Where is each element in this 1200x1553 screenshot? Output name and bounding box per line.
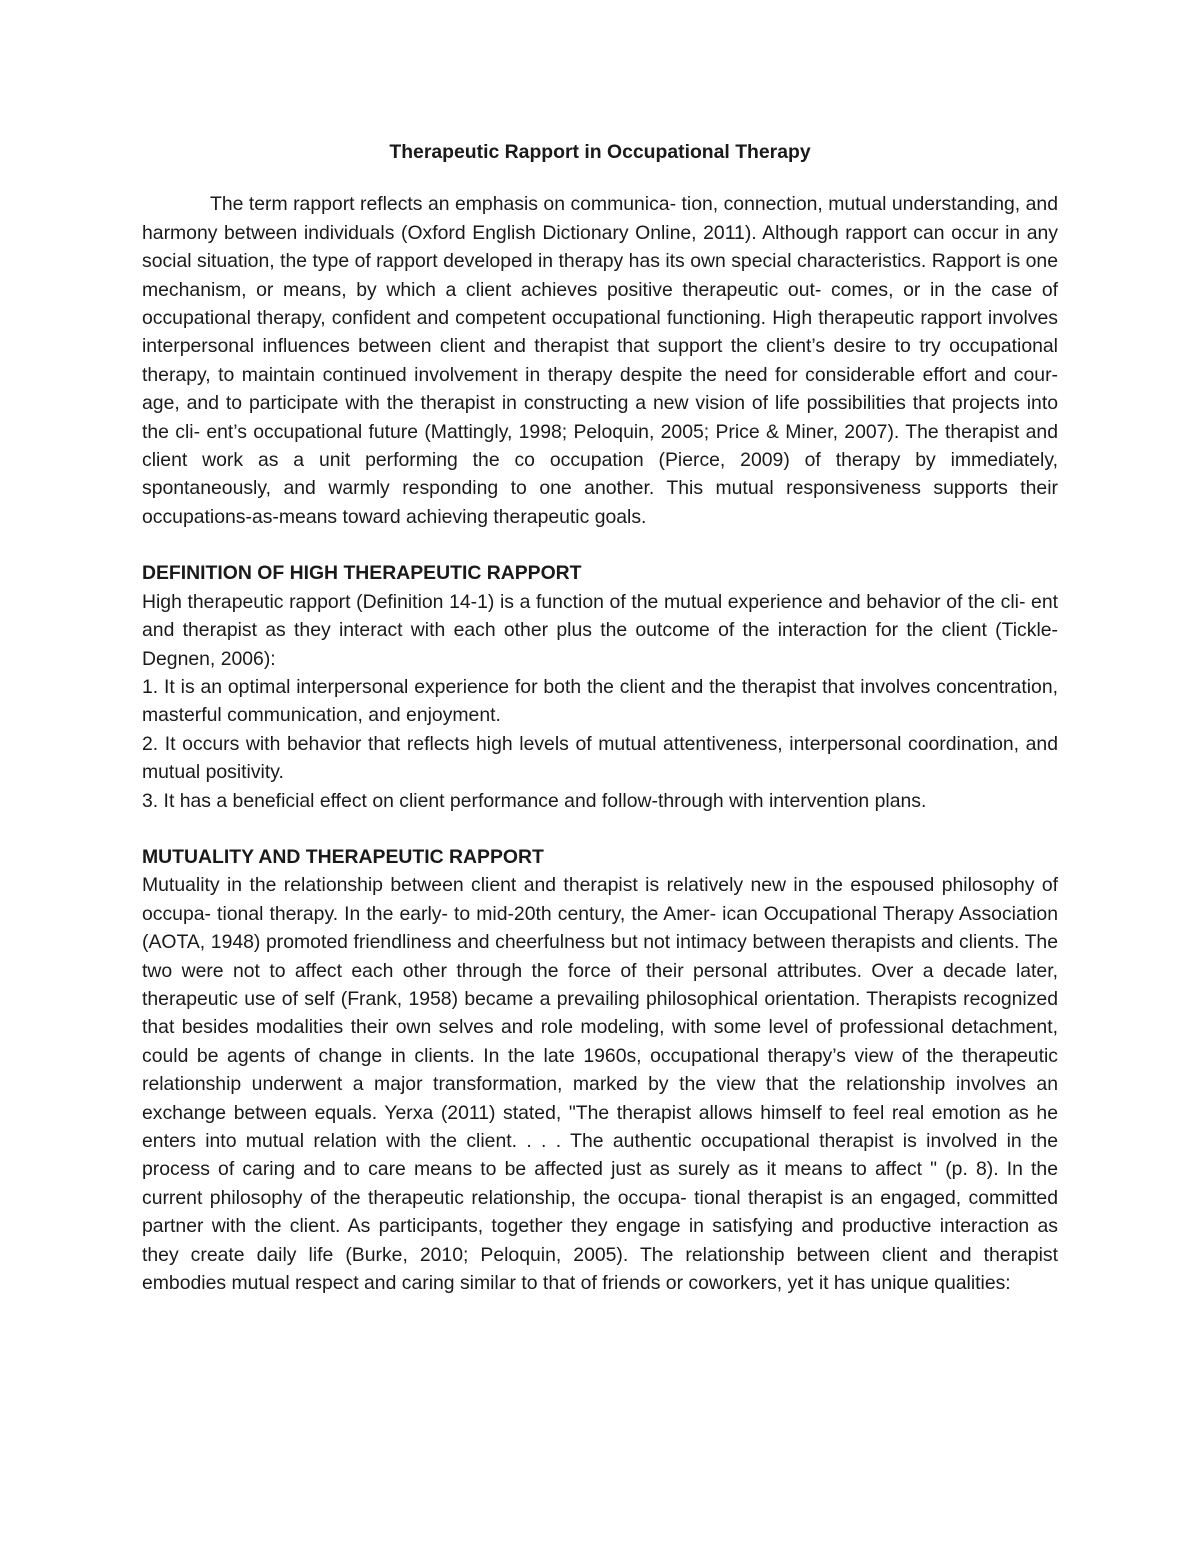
intro-paragraph: The term rapport reflects an emphasis on communica- tion, connection, mutual understanding, and harmony between individuals (Oxford English Dictionary Online, 2011). Although rapport can occur in any social situation, the type of rapport developed in therapy has its own special characteristics. Rapport is one mechanism, or means, by which a client achieves positive therapeutic out- comes, or in the case of occupational therapy, confident and competent occupational functioning. High therapeutic rapport involves interpersonal influences between client and therapist that support the client’s desire to try occupational therapy, to maintain continued involvement in therapy despite the need for considerable effort and cour- age, and to participate with the therapist in constructing a new vision of life possibilities that projects into the cli- ent’s occupational future (Mattingly, 1998; Peloquin, 2005; Price & Miner, 2007). The therapist and client work as a unit performing the co occupation (Pierce, 2009) of therapy by immediately, spontaneously, and warmly responding to one another. This mutual responsiveness supports their occupations-as-means toward achieving therapeutic goals.	[142, 193, 1058, 528]
document-page	[142, 138, 1058, 1297]
definition-list-item-3: 3. It has a beneficial effect on client performance and follow-through with intervention plans.	[142, 789, 927, 812]
definition-list-item-2: 2. It occurs with behavior that reflects high levels of mutual attentiveness, interpersonal coordination, and mutual positivity.	[142, 732, 1058, 784]
definition-paragraph: High therapeutic rapport (Definition 14-1) is a function of the mutual experience and behavior of the cli- ent and therapist as they interact with each other plus the outcome of the interaction for the client (Tickle- Degnen, 2006):	[142, 590, 1058, 670]
document-title: Therapeutic Rapport in Occupational Therapy	[389, 141, 811, 163]
section-heading-definition: DEFINITION OF HIGH THERAPEUTIC RAPPORT	[142, 562, 582, 585]
definition-list-item-1: 1. It is an optimal interpersonal experience for both the client and the therapist that involves concentration, masterful communication, and enjoyment.	[142, 675, 1058, 727]
section-heading-mutuality: MUTUALITY AND THERAPEUTIC RAPPORT	[142, 845, 544, 868]
mutuality-paragraph: Mutuality in the relationship between client and therapist is relatively new in the espoused philosophy of occupa- tional therapy. In the early- to mid-20th century, the Amer- ican Occupational Therapy Association (AOTA, 1948) promoted friendliness and cheerfulness but not intimacy between therapists and clients. The two were not to affect each other through the force of their personal attributes. Over a decade later, therapeutic use of self (Frank, 1958) became a prevailing philosophical orientation. Therapists recognized that besides modalities their own selves and role modeling, with some level of professional detachment, could be agents of change in clients. In the late 1960s, occupational therapy’s view of the therapeutic relationship underwent a major transformation, marked by the view that the relationship involves an exchange between equals. Yerxa (2011) stated, "The therapist allows himself to feel real emotion as he enters into mutual relation with the client. . . . The authentic occupational therapist is involved in the process of caring and to care means to be affected just as surely as it means to affect " (p. 8). In the current philosophy of the therapeutic relationship, the occupa- tional therapist is an engaged, committed partner with the client. As participants, together they engage in satisfying and productive interaction as they create daily life (Burke, 2010; Peloquin, 2005). The relationship between client and therapist embodies mutual respect and caring similar to that of friends or coworkers, yet it has unique qualities:	[142, 874, 1058, 1295]
